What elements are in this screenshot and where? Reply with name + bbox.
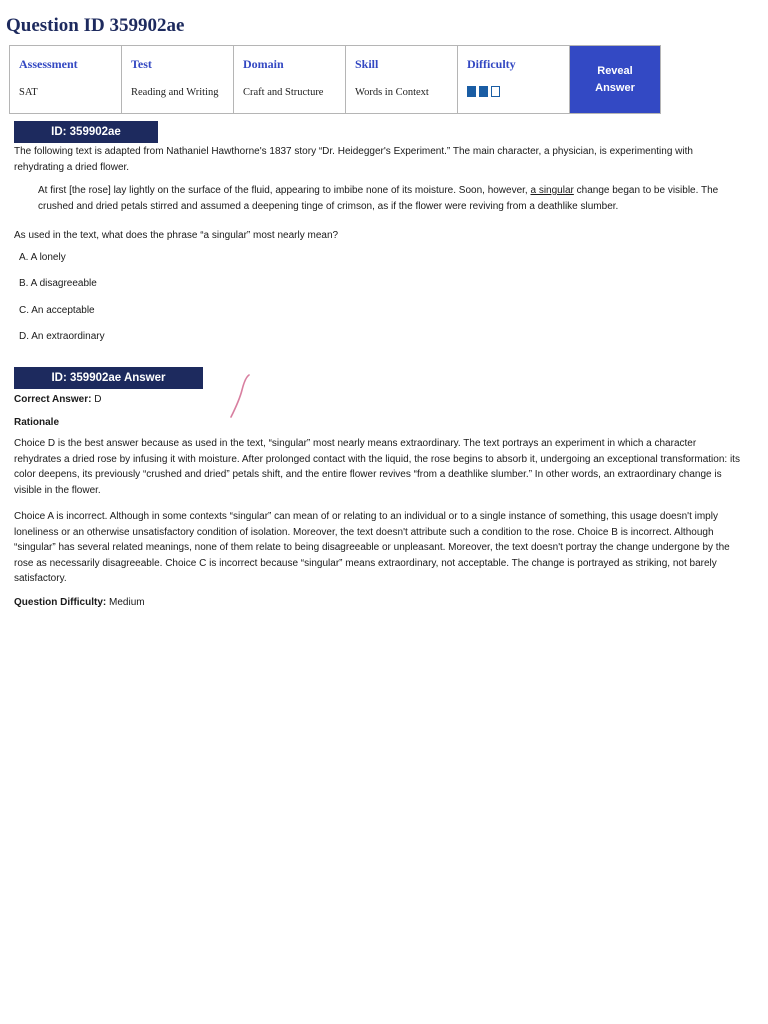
question-difficulty — [14, 595, 145, 611]
rationale-paragraph-2: Choice A is incorrect. Although in some contexts “singular” can mean of or relating to an individual or to a single instance of something, this usage doesn't imply loneliness or an otherwise unsatisfactory condition of isolation. Moreover, the text doesn't attribute such a condition to the rose. Choice B is incorrect. Although “singular” has several related meanings, none of them relate to being disagreeable or unpleasant. Moreover, the text doesn't portray the change undergone by the rose as necessarily disagreeable. Choice C is incorrect because “singular” means extraordinary, not acceptable. The change is portrayed as striking, not barely satisfactory. — [14, 511, 730, 584]
question-difficulty-label: Question Difficulty: — [14, 597, 107, 608]
passage-text-after: change began to be visible. The crushed and dried petals stirred and assumed a deepening tinge of crimson, as if the flower were reviving from a deathlike slumber. — [38, 185, 719, 212]
question-intro: The following text is adapted from Nathaniel Hawthorne's 1837 story “Dr. Heidegger's Experiment.” The main character, a physician, is experimenting with rehydrating a dried flower. — [14, 146, 693, 173]
rationale-heading — [14, 415, 59, 431]
question-meta-table — [9, 45, 661, 114]
pen-stroke-mark — [226, 372, 252, 420]
passage-underlined-phrase: a singular — [530, 185, 574, 196]
correct-answer — [14, 392, 101, 408]
question-id-banner: ID: 359902ae — [14, 121, 158, 143]
assessment-label: Assessment — [19, 57, 78, 71]
difficulty-bar-2 — [479, 86, 488, 97]
domain-value: Craft and Structure — [243, 87, 324, 98]
assessment-cell — [10, 46, 122, 114]
answer-choice-b[interactable]: B. A disagreeable — [19, 278, 97, 289]
difficulty-bar-1 — [467, 86, 476, 97]
assessment-value: SAT — [19, 87, 38, 98]
page-title: Question ID 359902ae — [6, 15, 185, 36]
reveal-cell — [570, 46, 661, 114]
pen-stroke-path — [231, 375, 249, 417]
answer-choice-a[interactable]: A. A lonely — [19, 252, 66, 263]
answer-id-banner: ID: 359902ae Answer — [14, 367, 203, 389]
difficulty-indicator — [467, 86, 560, 97]
difficulty-label: Difficulty — [467, 57, 516, 71]
skill-cell — [346, 46, 458, 114]
answer-choice-c[interactable]: C. An acceptable — [19, 305, 95, 316]
domain-cell — [234, 46, 346, 114]
question-prompt: As used in the text, what does the phrase “a singular” most nearly mean? — [14, 230, 339, 241]
rationale-paragraph-1: Choice D is the best answer because as used in the text, “singular” most nearly means extraordinary. The text portrays an experiment in which a character rehydrates a dried rose by infusing it with moisture. After prolonged contact with the liquid, the rose begins to absorb it, undergoing an exceptional transformation: its color deepens, its previously “crushed and dried” petals shift, and the entire flower revives “from a deathlike slumber.” In other words, an extraordinary change is visible in the flower. — [14, 438, 740, 496]
skill-label: Skill — [355, 57, 379, 71]
passage-text-before: At first [the rose] lay lightly on the surface of the fluid, appearing to imbibe none of its moisture. Soon, however, — [38, 185, 531, 196]
test-cell — [122, 46, 234, 114]
correct-answer-value: D — [94, 394, 102, 405]
rationale-heading-text: Rationale — [14, 417, 60, 428]
question-difficulty-value: Medium — [109, 597, 145, 608]
test-value: Reading and Writing — [131, 87, 219, 98]
question-passage — [38, 183, 744, 214]
correct-answer-label: Correct Answer: — [14, 394, 92, 405]
test-label: Test — [131, 57, 152, 71]
difficulty-bar-3 — [491, 86, 500, 97]
skill-value: Words in Context — [355, 87, 429, 98]
answer-choice-d[interactable]: D. An extraordinary — [19, 331, 105, 342]
domain-label: Domain — [243, 57, 284, 71]
reveal-answer-button[interactable]: Reveal Answer — [579, 46, 651, 113]
difficulty-cell — [458, 46, 570, 114]
